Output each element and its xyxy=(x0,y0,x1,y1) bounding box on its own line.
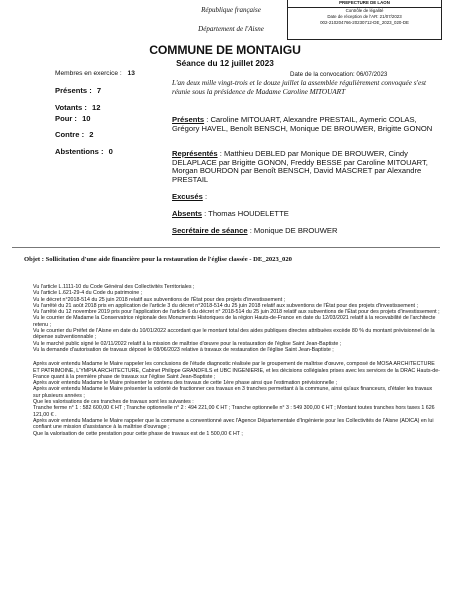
department-label: Département de l'Aisne xyxy=(198,25,264,33)
membres-row xyxy=(55,70,135,77)
vu-item: Vu le décret n°2018-514 du 25 juin 2018 relatif aux subventions de l'État pour des projets d'investissement ; xyxy=(33,296,286,303)
paragraph: Après avoir entendu Madame le Maire présenter la volonté de fractionner ces travaux en 3 tranches permettant à la commune, ainsi qu'aux financeurs, d'étaler les travaux sur plusieurs années ; xyxy=(33,386,433,399)
presents-heading: Présents xyxy=(172,115,205,124)
convocation-date: Date de la convocation: 06/07/2023 xyxy=(290,71,388,78)
session-intro: L'an deux mille vingt-trois et le douze juillet la assemblée régulièrement convoquée s'est réunie sous la présidence de Madame Caroline MITOUART xyxy=(172,79,427,96)
absent-heading: Absents xyxy=(172,209,202,218)
stamp-line: 002-210204766-20230712-DE_2023_020-DE xyxy=(320,20,409,25)
vu-item: Vu le marché public signé le 02/11/2022 relatif à la mission de maîtrise d'œuvre pour la restauration de l'église Saint Jean-Baptiste ; xyxy=(33,340,342,347)
presents-row xyxy=(55,86,101,95)
excused-block xyxy=(172,193,440,202)
stamp-line: Contrôle de légalité xyxy=(345,8,384,13)
commune-title: COMMUNE DE MONTAIGU xyxy=(149,43,301,57)
secretary-block xyxy=(172,227,440,236)
presents-label: Présents : xyxy=(55,86,92,95)
contre-value: 2 xyxy=(89,130,94,139)
abstentions-row xyxy=(55,147,113,156)
represented-block xyxy=(172,150,440,184)
paragraph: Après avoir entendu Madame le Maire rappeler que la commune a conventionné avec l'Agence Départementale d'Ingénierie pour les Collectivités de l'Aisne (ADICA) en lui confiant une mission d'assistance à la maîtrise d'ouvrage ; xyxy=(33,417,434,431)
presents-value: 7 xyxy=(96,86,102,95)
vu-item: Vu l'article L.621-29-4 du Code du patrimoine ; xyxy=(33,290,143,297)
stamp-header: PREFECTURE DE LAON xyxy=(288,0,441,8)
contre-label: Contre : xyxy=(55,130,85,139)
membres-value: 13 xyxy=(127,70,135,77)
membres-label: Membres en exercice : xyxy=(55,70,122,77)
pour-value: 10 xyxy=(82,114,91,123)
vu-item: Vu la demande d'autorisation de travaux déposé le 08/06/2023 relative à travaux de restauration de l'église Saint Jean-Baptiste ; xyxy=(33,346,334,353)
vu-item: Vu l'arrêté du 21 août 2018 pris en application de l'article 3 du décret n°2018-514 du 25 juin 2018 relatif aux subventions de l'État pour des projets d'investissement ; xyxy=(33,302,418,309)
paragraph: Après avoir entendu Madame le Maire rappeler les conclusions de l'étude diagnostic réalisée par le groupement de maîtrise d'œuvre, composé de MOSA ARCHITECTURE ET PATRIMOINE, L'YMPIA ARCHITECTURE, Cabinet Philippe GRANDFILS et UBC INGENIERIE, et les décisions collégiales prises avec les services de la DRAC Hauts-de-France quant à la première phase de travaux sur l'église Saint Jean-Baptiste ; xyxy=(33,361,440,380)
presents-block xyxy=(172,116,440,133)
republic-label: République française xyxy=(201,6,261,14)
votants-row xyxy=(55,103,101,112)
divider xyxy=(12,247,440,248)
secretary-name: : Monique DE BROUWER xyxy=(249,226,338,235)
votants-label: Votants : xyxy=(55,103,87,112)
absent-names: : Thomas HOUDELETTE xyxy=(204,209,289,218)
votants-value: 12 xyxy=(92,103,101,112)
absent-block xyxy=(172,210,440,219)
vu-item: Vu le courrier de Madame la Conservatrice régionale des Monuments Historiques de la région Hauts-de-France en date du 12/03/2021 relatif à la recevabilité de l'architecte retenu ; xyxy=(33,315,436,328)
pour-row xyxy=(55,114,91,123)
session-date: Séance du 12 juillet 2023 xyxy=(176,58,274,68)
contre-row xyxy=(55,130,93,139)
represented-names: : Matthieu DEBLED par Monique DE BROUWER, Cindy DELAPLACE par Brigitte GONON, Freddy BESSE par Caroline MITOUART, Morgan BOURDON par Benoît BENSCH, David MASCRET par Alexandre PRESTAIL xyxy=(172,149,428,184)
vus-list xyxy=(33,284,441,353)
represented-heading: Représentés xyxy=(172,149,218,158)
abstentions-label: Abstentions : xyxy=(55,147,104,156)
pour-label: Pour : xyxy=(55,114,77,123)
paragraph: Après avoir entendu Madame le Maire présenter le contenu des travaux de cette 1ère phase ainsi que l'estimation prévisionnelle ; xyxy=(33,380,337,387)
presents-names: : Caroline MITOUART, Alexandre PRESTAIL, Aymeric COLAS, Grégory HAVEL, Benoît BENSCH, Monique DE BROUWER, Brigitte GONON xyxy=(172,115,433,133)
secretary-heading: Secrétaire de séance xyxy=(172,226,248,235)
vu-item: Vu l'arrêté du 12 novembre 2019 pris pour l'application de l'article 6 du décret n° 2018-514 du 25 juin 2018 relatif aux subventions de l'État pour des projets d'investissement ; xyxy=(33,309,440,316)
excused-heading: Excusés xyxy=(172,192,203,201)
abstentions-value: 0 xyxy=(108,147,113,156)
prefecture-stamp xyxy=(287,0,442,40)
deliberation-body xyxy=(33,284,441,437)
paragraph: Que les valorisations de ces tranches de travaux sont les suivantes : xyxy=(33,399,194,406)
excused-names: : xyxy=(204,192,208,201)
considerations xyxy=(33,361,441,437)
paragraph: Tranche ferme n° 1 : 582 600,00 € HT ; Tranche optionnelle n° 2 : 494 221,00 € HT ; Tranche optionnelle n° 3 : 549 300,00 € HT ; Montant toutes tranches hors taxes 1 626 121,00 € . xyxy=(33,405,435,418)
vu-item: Vu l'article L.1111-10 du Code Général des Collectivités Territoriales ; xyxy=(33,284,195,290)
deliberation-object: Objet : Sollicitation d'une aide financière pour la restauration de l'église classée - DE_2023_020 xyxy=(24,256,292,263)
vu-item: Vu le courrier du Préfet de l'Aisne en date du 10/01/2022 accordant que le montant total des aides publiques directes attribuées excède 80 % du montant prévisionnel de la dépense subventionnable ; xyxy=(33,328,435,341)
paragraph: Que la valorisation de cette prestation pour cette phase de travaux est de 1 500,00 € HT ; xyxy=(33,430,243,437)
stamp-line: Date de réception de l'AR: 21/07/2023 xyxy=(327,14,402,19)
